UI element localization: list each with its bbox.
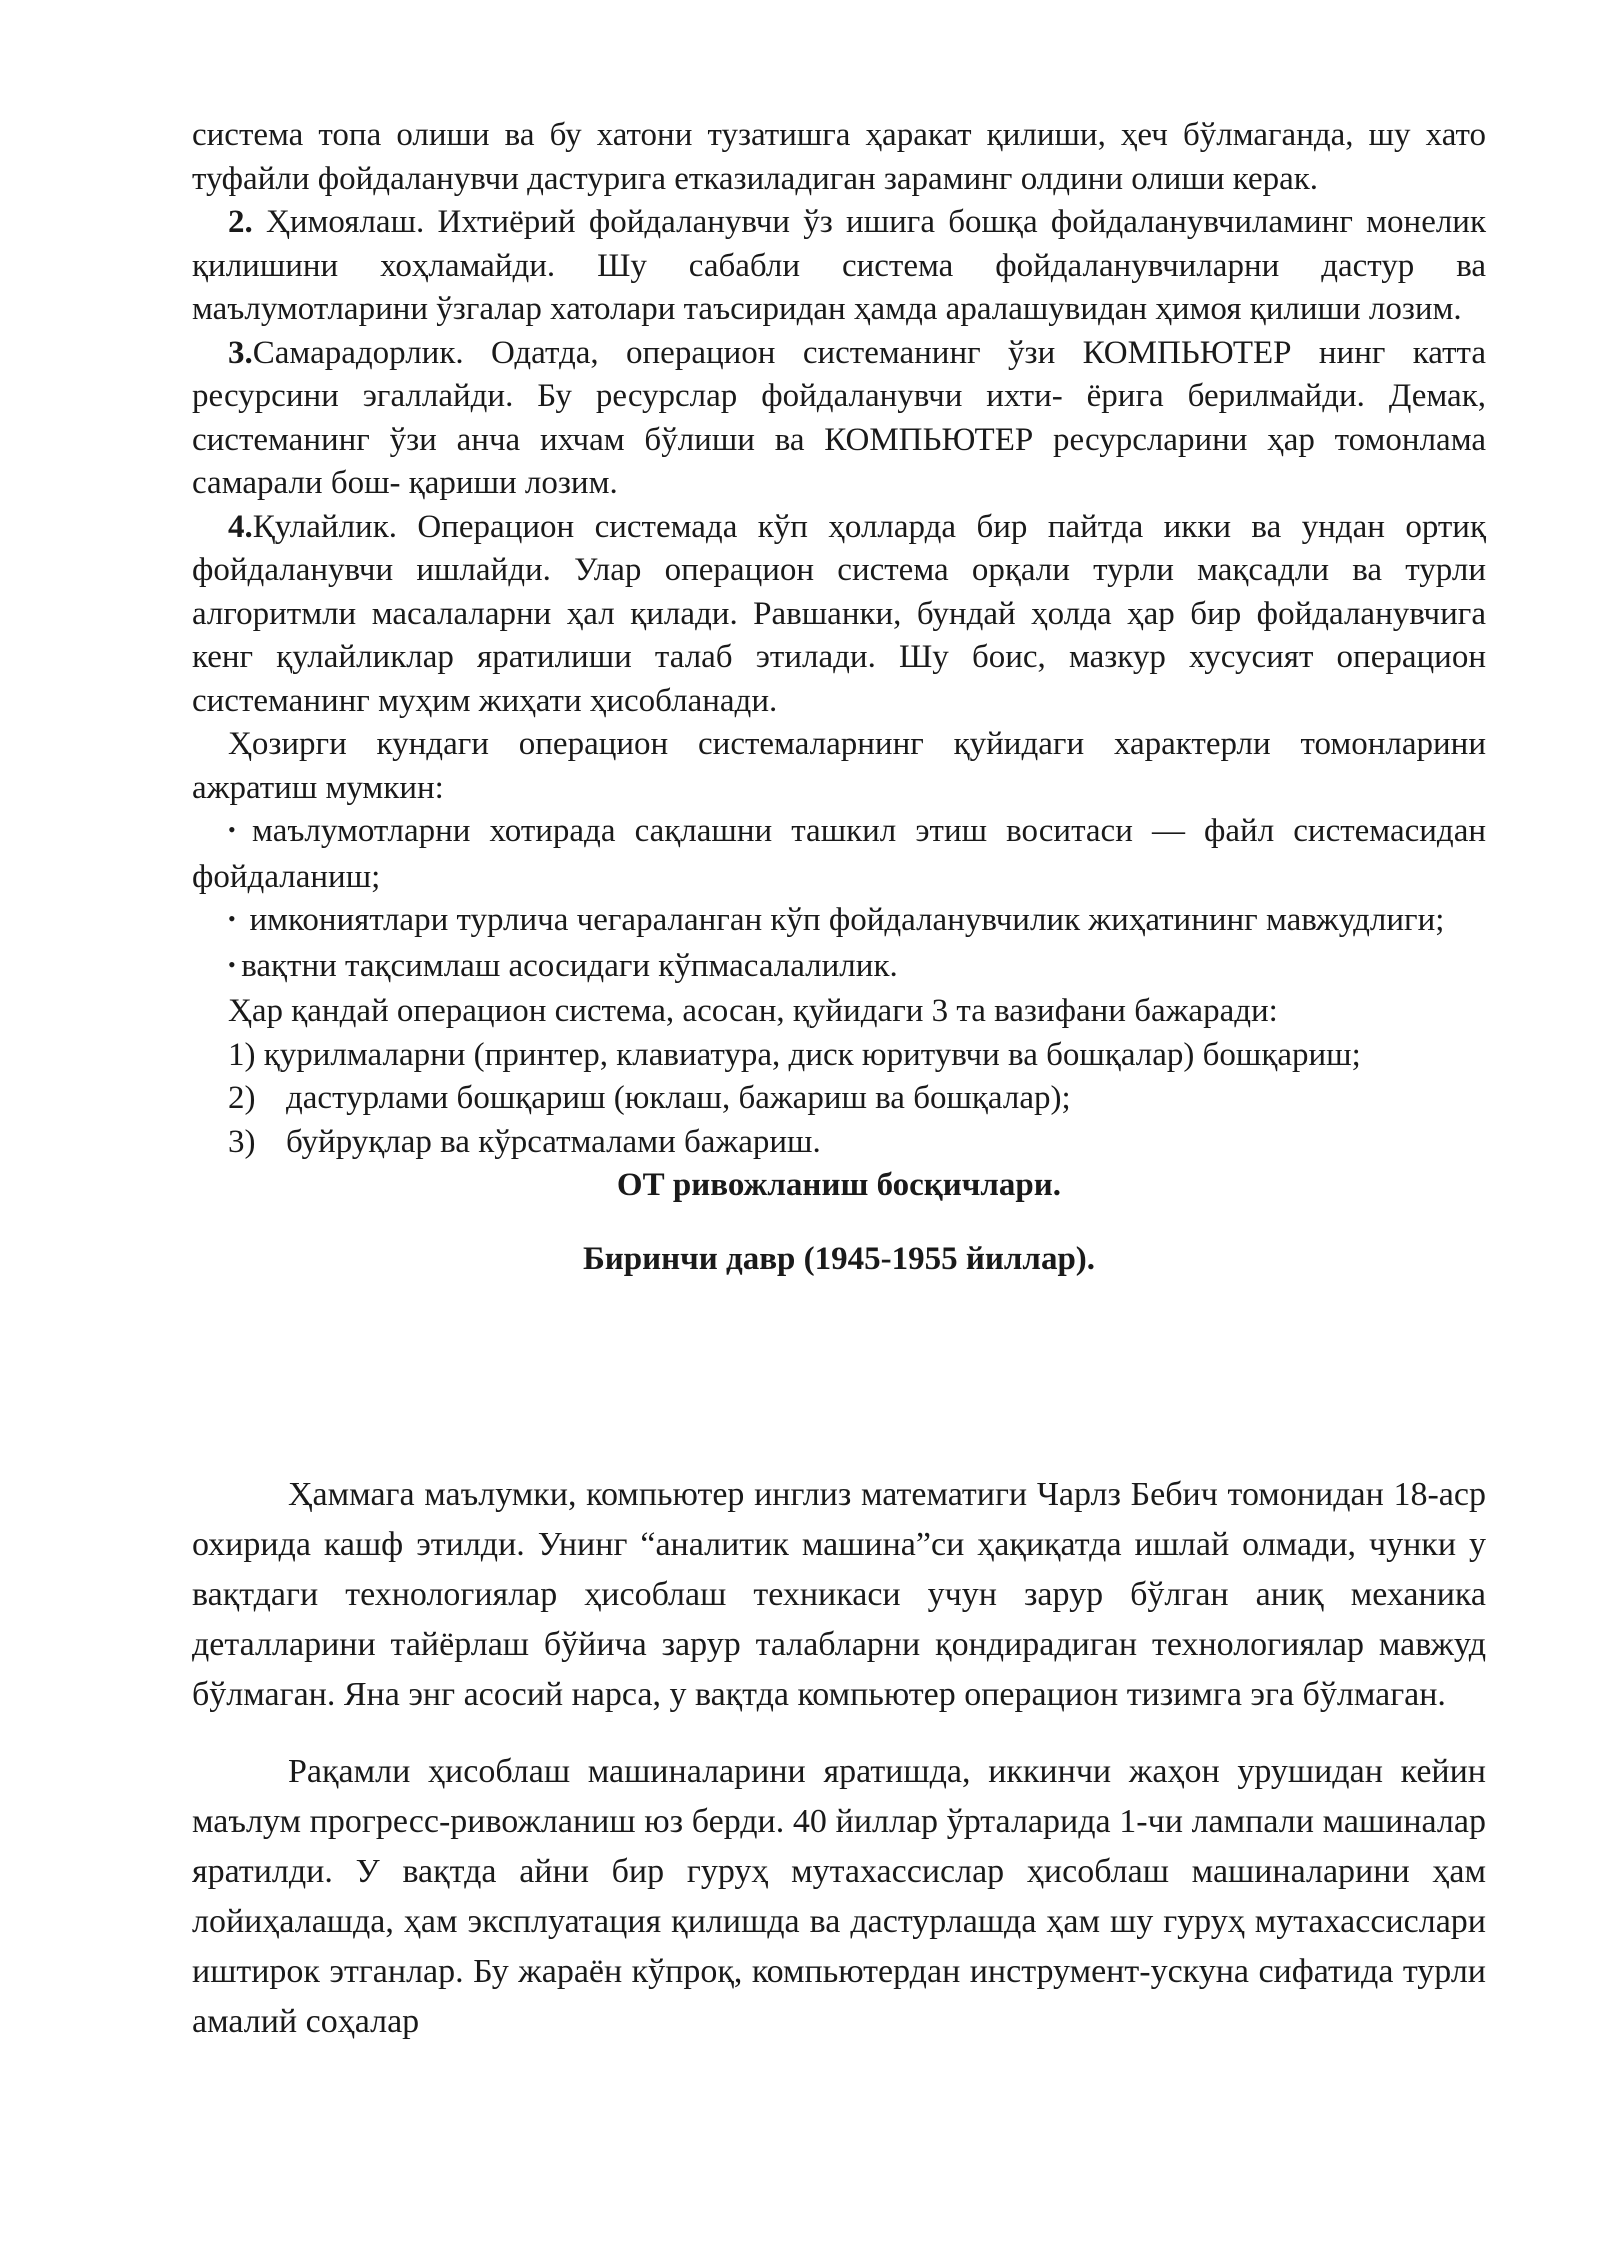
lower-text-block [192,1470,1486,2047]
item-text: дастурлами бошқариш (юклаш, бажариш ва бошқалар); [286,1080,1071,1116]
bullet-item-multitasking: • вақтни тақсимлаш асосидаги кўпмасалалилик. [192,945,1486,991]
item-number: 3. [228,334,253,371]
item-number: 2) [228,1080,256,1116]
paragraph-characteristics: Ҳозирги кундаги операцион системаларнинг қуйидаги характерли томонларини ажратиш мумкин: [192,726,1486,806]
paragraph-intro: система топа олиши ва бу хатони тузатишга ҳаракат қилиши, ҳеч бўлмаганда, шу хато туфайли фойдаланувчи дастурига етказиладиган зараминг олдини олиши керак. [192,117,1486,197]
paragraph-babbage: Ҳаммага маълумки, компьютер инглиз математиги Чарлз Бебич томонидан 18-аср охирида кашф этилди. Унинг “аналитик машина”си ҳақиқатда ишлай олмади, чунки у вақтдаги технологиялар ҳисоблаш техникаси учун зарур бўлган аниқ механика деталларини тайёрлаш бўйича зарур талабларни қондирадиган технологиялар мавжуд бўлмаган. Яна энг асосий нарса, у вақтда компьютер операцион тизимга эга бўлмаган. [192,1476,1486,1713]
numbered-item-commands [192,1121,1486,1165]
section-heading: ОТ ривожланиш босқичлари. [616,1167,1062,1203]
item-number: 2. [228,204,253,240]
bullet-item-multiuser: • имкониятлари турлича чегараланган кўп фойдаланувчилик жиҳатининг мавжудлиги; [192,899,1486,945]
paragraph-efficiency [192,332,1486,506]
paragraph-convenience [192,506,1486,724]
paragraph-spacer [192,1720,1486,1747]
bullet-item-file-system: • маълумотларни хотирада сақлашни ташкил этиш воситаси — файл системасидан фойдаланиш; [192,810,1486,899]
numbered-item-devices: 1) қурилмаларни (принтер, клавиатура, диск юритувчи ва бошқалар) бошқариш; [228,1036,1361,1073]
item-text: буйруқлар ва кўрсатмалами бажариш. [286,1123,821,1160]
numbered-item-programs [192,1077,1486,1121]
paragraph-text: Ҳимоялаш. Ихтиёрий фойдаланувчи ўз ишига бошқа фойдаланувчиламинг монелик қилишини хоҳламайди. Шу сабабли система фойдаланувчиларни дастур ва маълумотларини ўзгалар хатолари таъсиридан ҳамда аралашувидан ҳимоя қилиши лозим. [192,204,1486,327]
item-number: 4. [228,508,253,545]
paragraph-text: Самарадорлик. Одатда, операцион системанинг ўзи КОМПЬЮТЕР нинг катта ресурсини эгаллайди. Бу ресурслар фойдаланувчи ихти- ёрига берилмайди. Демак, системанинг ўзи анча ихчам бўлиши ва КОМПЬЮТЕР ресурсларини ҳар томонлама самарали бош- қариши лозим. [192,334,1486,501]
paragraph-protection [192,201,1486,332]
subsection-heading: Биринчи давр (1945-1955 йиллар). [582,1241,1096,1277]
paragraph-functions: Ҳар қандай операцион система, асосан, қуйидаги 3 та вазифани бажаради: [228,993,1278,1029]
paragraph-digital-machines: Рақамли ҳисоблаш машиналарини яратишда, иккинчи жаҳон урушидан кейин маълум прогресс-ривожланиш юз берди. 40 йиллар ўрталарида 1-чи лампали машиналар яратилди. У вақтда айни бир гуруҳ мутахассислар ҳисоблаш машиналарини ҳам лойиҳалашда, ҳам эксплуатация қилишда ва дастурлашда ҳам шу гуруҳ мутахассислари иштирок этганлар. Бу жараён кўпроқ, компьютердан инструмент-ускуна сифатида турли амалий соҳалар [192,1753,1486,2040]
item-number: 3) [228,1123,256,1160]
upper-text-block [192,114,1486,1322]
paragraph-text: Қулайлик. Операцион системада кўп ҳолларда бир пайтда икки ва ундан ортиқ фойдаланувчи ишлайди. Улар операцион система орқали турли мақсадли ва турли алгоритмли масалаларни ҳал қилади. Равшанки, бундай ҳолда ҳар бир фойдаланувчига кенг қулайликлар яратилиши талаб этилади. Шу боис, мазкур хусусият операцион системанинг муҳим жиҳати ҳисобланади. [192,508,1486,719]
